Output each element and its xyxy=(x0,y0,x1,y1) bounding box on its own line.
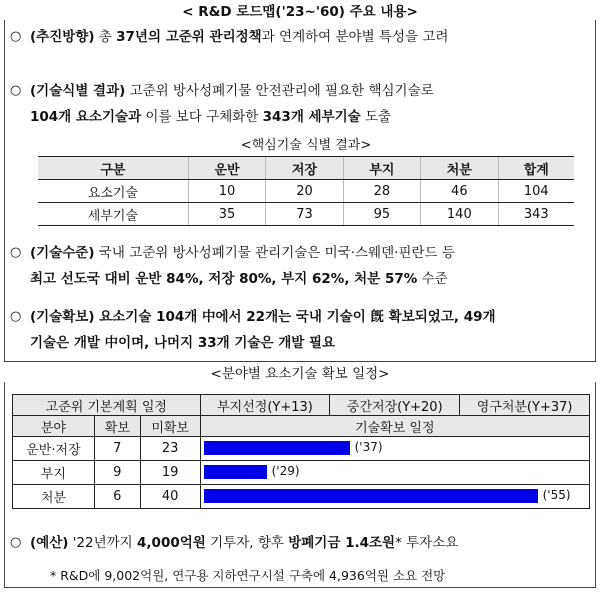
schedule-secured: 9 xyxy=(94,461,140,485)
table1-cell: 343 xyxy=(498,203,574,226)
table1-cell: 140 xyxy=(421,203,498,226)
schedule-unsecured: 19 xyxy=(140,461,200,485)
circle-bullet-icon: ○ xyxy=(10,535,22,550)
table1-header: 저장 xyxy=(266,157,343,180)
phase-permanent: 영구처분(Y+37) xyxy=(460,395,590,416)
schedule-year-label: ('37) xyxy=(354,440,383,454)
budget-footnote: * R&D에 9,002억원, 연구용 지하연구시설 구축에 4,936억원 소요 전망 xyxy=(50,568,446,583)
schedule-year-label: ('29) xyxy=(271,464,300,478)
table1-cell: 46 xyxy=(421,180,498,203)
schedule-table xyxy=(12,394,590,509)
table1-header: 처분 xyxy=(421,157,498,180)
table1-header: 합계 xyxy=(498,157,574,180)
schedule-field: 운반·저장 xyxy=(13,437,95,461)
table1-header: 운반 xyxy=(188,157,265,180)
schedule-bar xyxy=(204,465,267,479)
schedule-title: <분야별 요소기술 확보 일정> xyxy=(0,362,600,382)
paragraph-budget: ○ (예산) '22년까지 4,000억원 기투자, 향후 방폐기금 1.4조원* 투자소요 xyxy=(30,530,586,556)
circle-bullet-icon: ○ xyxy=(10,309,22,324)
paragraph-tech-secured: ○ (기술확보) 요소기술 104개 中에서 22개는 국내 기술이 旣 확보되었고, 49개 기술은 개발 中이며, 나머지 33개 기술은 개발 필요 xyxy=(30,304,586,356)
schedule-field: 부지 xyxy=(13,461,95,485)
col-unsecured: 미확보 xyxy=(140,416,200,437)
table1-cell: 35 xyxy=(188,203,265,226)
phase-interim: 중간저장(Y+20) xyxy=(330,395,460,416)
col-schedule: 기술확보 일정 xyxy=(200,416,589,437)
circle-bullet-icon: ○ xyxy=(10,245,22,260)
col-secured: 확보 xyxy=(94,416,140,437)
schedule-secured: 7 xyxy=(94,437,140,461)
schedule-unsecured: 40 xyxy=(140,485,200,509)
col-field: 분야 xyxy=(13,416,95,437)
paragraph-tech-level: ○ (기술수준) 국내 고준위 방사성폐기물 관리기술은 미국·스웨덴·핀란드 등 최고 선도국 대비 운반 84%, 저장 80%, 부지 62%, 처분 57% 수준 xyxy=(30,240,586,292)
table1-header: 구분 xyxy=(38,157,188,180)
table-row xyxy=(38,203,574,226)
table1-cell: 세부기술 xyxy=(38,203,188,226)
core-tech-table xyxy=(38,156,574,226)
schedule-bar xyxy=(204,441,350,455)
table-row xyxy=(38,180,574,203)
schedule-bar-cell xyxy=(200,485,589,509)
table1-cell: 요소기술 xyxy=(38,180,188,203)
circle-bullet-icon: ○ xyxy=(10,83,22,98)
schedule-bar xyxy=(204,489,538,503)
schedule-unsecured: 23 xyxy=(140,437,200,461)
schedule-bar-cell xyxy=(200,437,589,461)
schedule-field: 처분 xyxy=(13,485,95,509)
table1-caption: <핵심기술 식별 결과> xyxy=(240,138,372,153)
table1-cell: 95 xyxy=(343,203,420,226)
table1-cell: 20 xyxy=(266,180,343,203)
schedule-row xyxy=(13,485,590,509)
roadmap-title: < R&D 로드맵('23~'60) 주요 내용> xyxy=(0,0,600,20)
phase-site: 부지선정(Y+13) xyxy=(200,395,330,416)
schedule-secured: 6 xyxy=(94,485,140,509)
table1-cell: 73 xyxy=(266,203,343,226)
plan-label: 고준위 기본계획 일정 xyxy=(13,395,201,416)
table1-cell: 28 xyxy=(343,180,420,203)
table1-cell: 10 xyxy=(188,180,265,203)
table1-cell: 104 xyxy=(498,180,574,203)
paragraph-identification: ○ (기술식별 결과) 고준위 방사성폐기물 안전관리에 필요한 핵심기술로 104개 요소기술과 이를 보다 구체화한 343개 세부기술 도출 xyxy=(30,78,586,130)
table1-header: 부지 xyxy=(343,157,420,180)
schedule-bar-cell xyxy=(200,461,589,485)
schedule-year-label: ('55) xyxy=(542,488,571,502)
paragraph-direction: ○ (추진방향) 총 37년의 고준위 관리정책과 연계하여 분야별 특성을 고려 xyxy=(30,24,586,50)
circle-bullet-icon: ○ xyxy=(10,29,22,44)
schedule-row xyxy=(13,437,590,461)
schedule-row xyxy=(13,461,590,485)
